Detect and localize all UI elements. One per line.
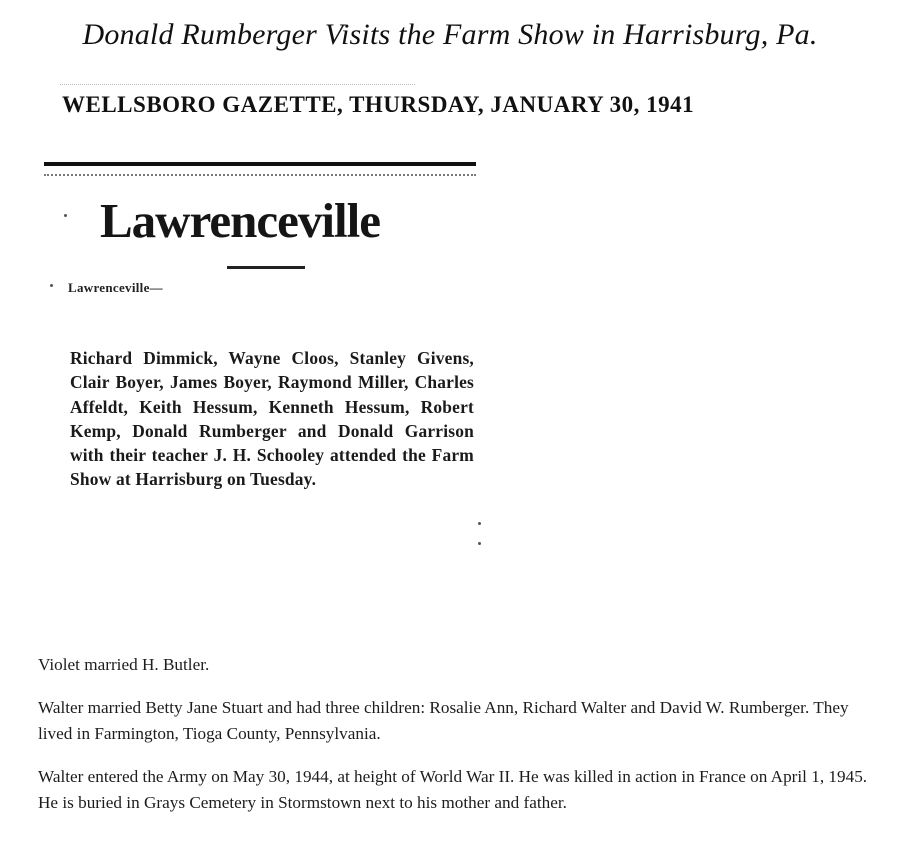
title-divider [60, 84, 415, 85]
print-speck [478, 522, 481, 525]
print-speck [478, 542, 481, 545]
clipping-top-rule [44, 162, 476, 166]
dateline-underline [227, 266, 305, 269]
clipping-article: Richard Dimmick, Wayne Cloos, Stanley Givens, Clair Boyer, James Boyer, Raymond Miller, Charles Affeldt, Keith Hessum, Kenneth Hessum, Robert Kemp, Donald Rumberger and Donald Garrison with their teacher J. H. Schooley attended the Farm Show at Harrisburg on Tuesday. [70, 348, 474, 490]
print-speck [64, 214, 67, 217]
clipping-dotted-rule [44, 174, 476, 176]
print-speck [50, 284, 53, 287]
note-paragraph: Walter entered the Army on May 30, 1944, at height of World War II. He was killed in action in France on April 1, 1945. He is buried in Grays Cemetery in Stormstown next to his mother and father. [38, 767, 868, 812]
note-paragraph: Violet married H. Butler. [38, 655, 210, 674]
family-notes [38, 652, 878, 833]
clipping-dateline: Lawrenceville [100, 193, 381, 248]
newspaper-clipping [42, 150, 492, 580]
note-paragraph: Walter married Betty Jane Stuart and had three children: Rosalie Ann, Richard Walter and David W. Rumberger. They lived in Farmington, Tioga County, Pennsylvania. [38, 698, 849, 743]
page-title: Donald Rumberger Visits the Farm Show in Harrisburg, Pa. [82, 18, 818, 51]
newspaper-masthead: WELLSBORO GAZETTE, THURSDAY, JANUARY 30, 1941 [62, 92, 695, 117]
clipping-subhead: Lawrenceville— [68, 280, 163, 295]
